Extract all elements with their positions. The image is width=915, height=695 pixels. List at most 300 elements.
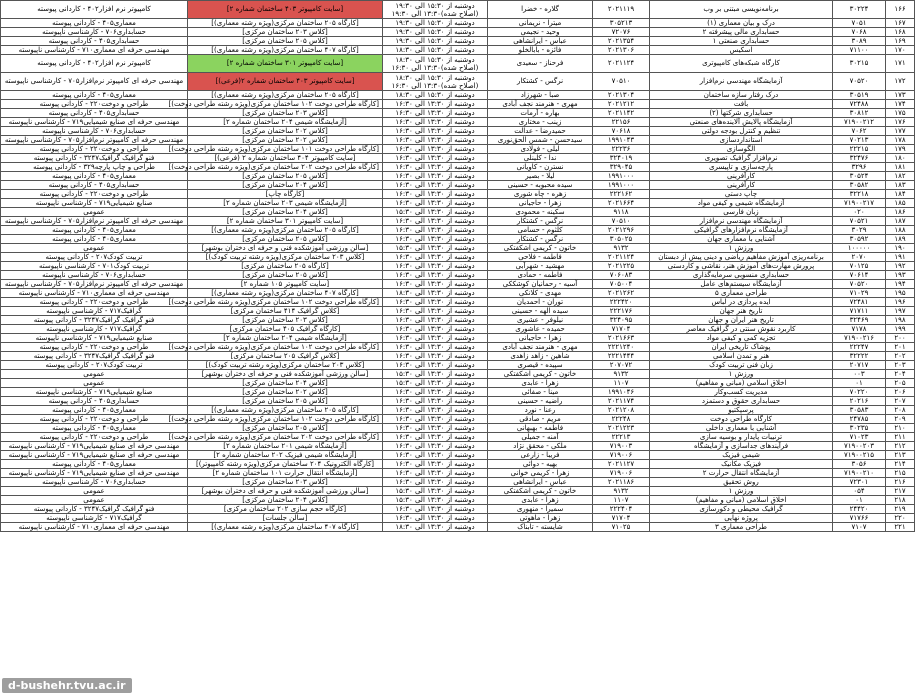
class-room-cell: [کلاس ۲۰۲ ساختمان مرکزی]: [188, 136, 383, 145]
field-of-study-cell: حسابداری۴۰۵ - کاردانی پیوسته: [1, 109, 188, 118]
teacher-name-cell: عباس - ایرانشاهی: [488, 37, 593, 46]
teacher-name-cell: فائزه - بابالخلو: [488, 46, 593, 55]
teacher-id-cell: ۲۰۲۱۱۷۴: [593, 397, 650, 406]
teacher-name-cell: سکینه - محمودی: [488, 208, 593, 217]
table-row: [1, 145, 915, 154]
course-title-cell: ورزش ۱: [650, 370, 833, 379]
table-row: [1, 352, 915, 361]
row-number-cell: ۲۲۰: [886, 514, 915, 523]
field-of-study-cell: طراحی و دوخت۲۲۰ - کاردانی پیوسته: [1, 145, 188, 154]
course-code-cell: ۳۰۵۲۴: [833, 172, 886, 181]
row-number-cell: ۲۰۶: [886, 388, 915, 397]
class-room-cell: [سایت کامپیوتر ۱۰۵ شماره ۲]: [188, 280, 383, 289]
table-row: [1, 406, 915, 415]
course-code-cell: ۷۰۵۲۱: [833, 217, 886, 226]
class-time-cell: دوشنبه از ۱۳:۳۰ الی ۱۶:۳۰: [383, 262, 488, 271]
teacher-id-cell: ۹۱۱۸: [593, 208, 650, 217]
teacher-id-cell: ۲۰۲۱۶۶۴: [593, 199, 650, 208]
teacher-name-cell: سیده الهه - حسینی: [488, 307, 593, 316]
course-title-cell: شیمی فیزیک: [650, 451, 833, 460]
teacher-id-cell: ۳۲۴۰۹۵: [593, 316, 650, 325]
row-number-cell: ۱۸۳: [886, 181, 915, 190]
row-number-cell: ۱۸۵: [886, 199, 915, 208]
row-number-cell: ۱۷۷: [886, 127, 915, 136]
class-room-cell: [کلاس ۲۰۵ ساختمان مرکزی]: [188, 37, 383, 46]
class-time-cell: دوشنبه از ۱۳:۳۰ الی ۱۶:۳۰: [383, 334, 488, 343]
teacher-id-cell: ۲۰۲۱۱۸۶: [593, 478, 650, 487]
teacher-id-cell: ۳۰۵۰۲۵: [593, 235, 650, 244]
class-room-cell: [آزمایشگاه انتقال حرارت ۱۰۱ ساختمان شماره ۲]: [188, 469, 383, 478]
course-title-cell: روش تحقیق: [650, 478, 833, 487]
teacher-name-cell: فاطمه - بهبهانی: [488, 424, 593, 433]
course-title-cell: کاربرد نقوش سنتی در گرافیک معاصر: [650, 325, 833, 334]
class-time-cell: دوشنبه از ۱۳:۳۰ الی ۱۶:۳۰: [383, 226, 488, 235]
field-of-study-cell: عمومی: [1, 244, 188, 253]
table-row: [1, 316, 915, 325]
row-number-cell: ۱۹۸: [886, 316, 915, 325]
teacher-name-cell: راضیه - حسینی: [488, 397, 593, 406]
field-of-study-cell: کامپیوتر نرم افزار۴۰۲ - کاردانی پیوسته: [1, 55, 188, 73]
course-title-cell: چاپ دستی: [650, 190, 833, 199]
course-title-cell: کارگاه طراحی دوخت: [650, 415, 833, 424]
course-title-cell: بافت: [650, 100, 833, 109]
teacher-name-cell: حمیده - عاشوری: [488, 325, 593, 334]
class-time-cell: [383, 73, 488, 91]
teacher-name-cell: سمیرا - منهوری: [488, 505, 593, 514]
row-number-cell: ۲۲۱: [886, 523, 915, 532]
table-row: [1, 136, 915, 145]
teacher-id-cell: ۲۰۲۱۲۲۳: [593, 424, 650, 433]
teacher-id-cell: ۲۲۲۳۶: [593, 145, 650, 154]
row-number-cell: ۲۰۲: [886, 352, 915, 361]
class-time-cell: دوشنبه از ۱۳:۳۰ الی ۱۶:۳۰: [383, 127, 488, 136]
field-of-study-cell: مهندسی حرفه ای معماری۷۱۰ - کارشناسی ناپیوسته: [1, 289, 188, 298]
class-room-cell: [کلاس ۲۰۵ ساختمان مرکزی]: [188, 397, 383, 406]
row-number-cell: ۱۸۸: [886, 226, 915, 235]
row-number-cell: ۱۷۵: [886, 109, 915, 118]
course-title-cell: پرسپکتیو: [650, 406, 833, 415]
class-time-cell: دوشنبه از ۱۵:۳۰ الی ۱۸:۳۰: [383, 91, 488, 100]
class-room-cell: [کارگاه ۴۰۷ ساختمان مرکزی(ویژه رشته معماری)]: [188, 289, 383, 298]
class-room-cell: [کلاس ۲۰۵ ساختمان مرکزی]: [188, 271, 383, 280]
class-room-cell: [کلاس ۲۰۲ ساختمان مرکزی]: [188, 388, 383, 397]
row-number-cell: ۲۰۹: [886, 415, 915, 424]
field-of-study-cell: معماری۴۰۵ - کاردانی پیوسته: [1, 172, 188, 181]
teacher-id-cell: ۱۱۰۷: [593, 379, 650, 388]
table-row: [1, 325, 915, 334]
field-of-study-cell: حسابداری۷۰۶ - کارشناسی ناپیوسته: [1, 271, 188, 280]
class-time-cell: دوشنبه از ۱۳:۳۰ الی ۱۶:۳۰: [383, 361, 488, 370]
course-code-cell: ۷۱۹۰۰۲۱۵: [833, 451, 886, 460]
teacher-name-cell: زهرا - حاجیانی: [488, 199, 593, 208]
field-of-study-cell: معماری۴۰۵ - کاردانی پیوسته: [1, 406, 188, 415]
course-code-cell: ۳۲۴۷۶: [833, 154, 886, 163]
class-room-cell: [سالن ورزشی آموزشکده فنی و حرفه ای دختران بوشهر]: [188, 370, 383, 379]
teacher-id-cell: ۱۹۹۱۰۰۰: [593, 172, 650, 181]
class-time-cell: دوشنبه از ۱۵:۳۰ الی ۱۹:۳۰: [383, 19, 488, 28]
teacher-id-cell: ۲۲۲۱۴۴۴: [593, 352, 650, 361]
class-room-cell: [سایت کامپیوتر ۴۰۴ ساختمان شماره ۲ (فرعی)]: [188, 154, 383, 163]
course-title-cell: حسابداری مالی پیشرفته ۲: [650, 28, 833, 37]
field-of-study-cell: عمومی: [1, 496, 188, 505]
course-code-cell: ۷۰۵۲۰: [833, 73, 886, 91]
course-code-cell: ۷۰۶۲: [833, 127, 886, 136]
course-title-cell: برنامه‌نویسی مبتنی بر وب: [650, 1, 833, 19]
course-title-cell: تنظیم و کنترل بودجه دولتی: [650, 127, 833, 136]
row-number-cell: ۱۷۸: [886, 136, 915, 145]
class-time-cell: دوشنبه از ۱۳:۳۰ الی ۱۶:۳۰: [383, 397, 488, 406]
field-of-study-cell: کامپیوتر نرم افزار۴۰۲ - کاردانی پیوسته: [1, 1, 188, 19]
row-number-cell: ۲۰۴: [886, 370, 915, 379]
course-code-cell: ۳۰۸۱۲: [833, 109, 886, 118]
class-time-cell: دوشنبه از ۱۳:۳۰ الی ۱۶:۳۰: [383, 433, 488, 442]
teacher-name-cell: حمیدرضا - عدالت: [488, 127, 593, 136]
course-code-cell: ۳۰۲۹: [833, 226, 886, 235]
row-number-cell: ۱۸۹: [886, 235, 915, 244]
teacher-id-cell: ۳۲۴۰۱۹: [593, 154, 650, 163]
table-row: [1, 19, 915, 28]
course-code-cell: ۷۱۰۲۹: [833, 289, 886, 298]
teacher-id-cell: ۹۱۳۲: [593, 244, 650, 253]
row-number-cell: ۲۱۴: [886, 460, 915, 469]
class-room-cell: [کلاس ۲۰۳ ساختمان مرکزی]: [188, 109, 383, 118]
teacher-name-cell: مینا - صفائی: [488, 388, 593, 397]
row-number-cell: ۲۱۸: [886, 496, 915, 505]
field-of-study-cell: تربیت کودک۲۰۷ - کاردانی پیوسته: [1, 361, 188, 370]
class-time-cell: دوشنبه از ۱۳:۳۰ الی ۱۶:۳۰: [383, 199, 488, 208]
course-code-cell: ۷۱۹۰۰۲۱۶: [833, 334, 886, 343]
class-time-cell: دوشنبه از ۱۳:۳۰ الی ۱۶:۳۰: [383, 406, 488, 415]
field-of-study-cell: معماری۴۰۵ - کاردانی پیوسته: [1, 91, 188, 100]
course-title-cell: زبان فنی تربیت کودک: [650, 361, 833, 370]
teacher-name-cell: مهری - هنرمند نجف آبادی: [488, 100, 593, 109]
class-room-cell: [کارگاه گرافیک ۴۰۵ ساختمان مرکزی]: [188, 325, 383, 334]
class-time-cell: دوشنبه از ۱۵:۳۰ الی ۱۸:۳۰: [383, 46, 488, 55]
class-room-cell: [کارگاه طراحی دوخت ۲۰۲ ساختمان مرکزی(ویژه رشته طراحی دوخت)]: [188, 163, 383, 172]
table-row: [1, 181, 915, 190]
table-row: [1, 37, 915, 46]
table-row: [1, 397, 915, 406]
course-title-cell: آزمایشگاه مهندسی نرم‌افزار: [650, 73, 833, 91]
teacher-name-cell: نرگس - کشتکار: [488, 235, 593, 244]
teacher-name-cell: آسیه - رحمانیان کوشککی: [488, 280, 593, 289]
course-code-cell: ۳۰۲۲۴: [833, 1, 886, 19]
field-of-study-cell: حسابداری۷۰۶ - کارشناسی ناپیوسته: [1, 478, 188, 487]
teacher-name-cell: نرگس - کشتکار: [488, 73, 593, 91]
table-row: [1, 127, 915, 136]
field-of-study-cell: طراحی و دوخت۲۲۰ - کاردانی پیوسته: [1, 190, 188, 199]
course-title-cell: تاریخ هنر جهان: [650, 307, 833, 316]
course-code-cell: ۳۲۹۶: [833, 163, 886, 172]
class-time-cell: دوشنبه از ۱۳:۳۰ الی ۱۵:۳۰: [383, 370, 488, 379]
class-time-original: دوشنبه از ۱۵:۳۰ الی ۱۹:۳۰: [395, 1, 475, 10]
class-time-cell: دوشنبه از ۱۳:۳۰ الی ۱۶:۳۰: [383, 442, 488, 451]
teacher-name-cell: عباس - ایرانشاهی: [488, 478, 593, 487]
table-row: [1, 217, 915, 226]
teacher-id-cell: ۲۰۲۱۲۶۲: [593, 289, 650, 298]
teacher-name-cell: توران - احمدیان: [488, 298, 593, 307]
table-row: [1, 307, 915, 316]
class-room-cell: [سایت کامپیوتر ۴۰۳ ساختمان شماره ۲]: [188, 1, 383, 19]
class-room-cell: [آزمایشگاه شیمی ۲۰۴ ساختمان شماره ۲]: [188, 118, 383, 127]
class-time-cell: دوشنبه از ۱۳:۳۰ الی ۱۵:۳۰: [383, 496, 488, 505]
course-code-cell: ۰۲۰: [833, 208, 886, 217]
class-time-cell: دوشنبه از ۱۳:۳۰ الی ۱۶:۳۰: [383, 343, 488, 352]
course-code-cell: ۷۲۴۸۸: [833, 100, 886, 109]
teacher-name-cell: نسترن - کاویانی: [488, 163, 593, 172]
field-of-study-cell: طراحی و دوخت۲۲۰ - کاردانی پیوسته: [1, 433, 188, 442]
class-time-cell: دوشنبه از ۱۳:۳۰ الی ۱۶:۳۰: [383, 460, 488, 469]
class-room-cell: [آزمایشگاه شیمی ۲۰۳ ساختمان شماره ۲]: [188, 199, 383, 208]
teacher-id-cell: ۷۰۵۱۰: [593, 73, 650, 91]
table-row: [1, 289, 915, 298]
table-row: [1, 370, 915, 379]
teacher-name-cell: سیده محبوبه - حسینی: [488, 181, 593, 190]
class-time-cell: دوشنبه از ۱۳:۳۰ الی ۱۶:۳۰: [383, 298, 488, 307]
table-row: [1, 379, 915, 388]
row-number-cell: ۱۷۳: [886, 91, 915, 100]
teacher-name-cell: مهشید - شهرآبی: [488, 262, 593, 271]
class-time-cell: دوشنبه از ۱۵:۳۰ الی ۱۹:۳۰: [383, 37, 488, 46]
row-number-cell: ۱۷۶: [886, 118, 915, 127]
table-row: [1, 478, 915, 487]
row-number-cell: ۲۱۶: [886, 478, 915, 487]
class-room-cell: [کارگاه ۴۰۷ ساختمان مرکزی(ویژه رشته معماری)]: [188, 523, 383, 532]
teacher-id-cell: ۷۰۵۱۰: [593, 217, 650, 226]
course-code-cell: ۷۱۷۱۱: [833, 307, 886, 316]
class-room-cell: [کلاس ۲۰۵ ساختمان مرکزی]: [188, 424, 383, 433]
table-row: [1, 469, 915, 478]
field-of-study-cell: حسابداری۴۰۵ - کاردانی پیوسته: [1, 181, 188, 190]
class-time-cell: دوشنبه از ۱۳:۳۰ الی ۱۶:۳۰: [383, 505, 488, 514]
teacher-name-cell: زهرا - حاجیانی: [488, 334, 593, 343]
teacher-id-cell: ۲۲۱۵۶: [593, 118, 650, 127]
class-room-cell: [کارگاه طراحی دوخت ۱۰۲ ساختمان مرکزی(ویژه رشته طراحی دوخت)]: [188, 100, 383, 109]
class-time-cell: دوشنبه از ۱۳:۳۰ الی ۱۶:۳۰: [383, 253, 488, 262]
field-of-study-cell: گرافیک۷۱۷ - کارشناسی ناپیوسته: [1, 325, 188, 334]
course-code-cell: ۲۴۴۲۰: [833, 505, 886, 514]
class-time-cell: دوشنبه از ۱۳:۳۰ الی ۱۶:۳۰: [383, 145, 488, 154]
field-of-study-cell: مهندسی حرفه ای صنایع شیمیایی۷۱۹ - کارشناسی ناپیوسته: [1, 469, 188, 478]
row-number-cell: ۱۸۱: [886, 163, 915, 172]
class-time-cell: دوشنبه از ۱۳:۳۰ الی ۱۵:۳۰: [383, 379, 488, 388]
class-room-cell: [کارگاه طراحی دوخت ۱۰۲ ساختمان مرکزی(ویژه رشته طراحی دوخت)]: [188, 415, 383, 424]
field-of-study-cell: تربیت کودک۷۰۱ - کارشناسی ناپیوسته: [1, 262, 188, 271]
class-time-cell: دوشنبه از ۱۳:۳۰ الی ۱۶:۳۰: [383, 271, 488, 280]
class-room-cell: [سایت کامپیوتر ۳۰۱ ساختمان شماره ۲]: [188, 217, 383, 226]
row-number-cell: ۱۸۶: [886, 208, 915, 217]
field-of-study-cell: صنایع شیمیایی۷۱۹ - کارشناسی ناپیوسته: [1, 388, 188, 397]
field-of-study-cell: مهندسی حرفه ای معماری۷۱۰ - کارشناسی ناپیوسته: [1, 46, 188, 55]
course-title-cell: تاریخ هنر ایران و جهان: [650, 316, 833, 325]
field-of-study-cell: مهندسی حرفه ای کامپیوتر نرم‌افزار۷۰۵ - کارشناسی ناپیوسته: [1, 136, 188, 145]
course-code-cell: ۷۰۵۲۰: [833, 280, 886, 289]
course-title-cell: آزمایشگاه نرم‌افزارهای گرافیکی: [650, 226, 833, 235]
course-code-cell: ۷۰۵۱: [833, 19, 886, 28]
class-time-corrected: (اصلاح شده)۱۳:۳۰ الی ۱۹:۳۰: [391, 9, 479, 18]
class-room-cell: [کلاس ۲۰۴ ساختمان مرکزی]: [188, 208, 383, 217]
teacher-id-cell: ۲۰۲۱۲۲۵: [593, 262, 650, 271]
teacher-name-cell: زهرا - کریمی خوانی: [488, 469, 593, 478]
teacher-name-cell: زینب - مختاری: [488, 118, 593, 127]
table-row: [1, 388, 915, 397]
teacher-id-cell: ۲۰۲۱۱۱۹: [593, 1, 650, 19]
teacher-id-cell: ۷۱۹۰۰۶: [593, 451, 650, 460]
field-of-study-cell: مهندسی حرفه ای کامپیوتر نرم‌افزار۷۰۵ - کارشناسی ناپیوسته: [1, 280, 188, 289]
course-code-cell: ۲۰۷۱۷: [833, 361, 886, 370]
class-time-corrected: (اصلاح شده)۱۳:۳۰ الی ۱۶:۳۰: [391, 81, 479, 90]
teacher-id-cell: ۲۰۲۱۲۱۲: [593, 100, 650, 109]
teacher-id-cell: ۷۲۰۷۶: [593, 28, 650, 37]
class-room-cell: [کلاس ۲۰۴ ساختمان مرکزی]: [188, 379, 383, 388]
table-row: [1, 235, 915, 244]
teacher-name-cell: فرحناز - سعیدی: [488, 55, 593, 73]
course-title-cell: فیزیک مکانیک: [650, 460, 833, 469]
teacher-id-cell: ۹۱۳۲: [593, 370, 650, 379]
table-row: [1, 424, 915, 433]
teacher-name-cell: صبا - شهرزاد: [488, 91, 593, 100]
table-row: [1, 190, 915, 199]
course-code-cell: ۰۱: [833, 496, 886, 505]
field-of-study-cell: فنو گرافیک گرافیک۳۲۴۷ - کاردانی پیوسته: [1, 352, 188, 361]
field-of-study-cell: صنایع شیمیایی۷۱۹ - کارشناسی ناپیوسته: [1, 199, 188, 208]
teacher-name-cell: نرگس - کشتکار: [488, 217, 593, 226]
teacher-name-cell: خاتون - کریمی اشکفتکی: [488, 487, 593, 496]
class-room-cell: [کارگاه چاپ]: [188, 190, 383, 199]
teacher-id-cell: ۷۱۷۰۴: [593, 325, 650, 334]
row-number-cell: ۱۶۷: [886, 19, 915, 28]
teacher-id-cell: ۲۲۲۱۳: [593, 433, 650, 442]
row-number-cell: ۲۱۷: [886, 487, 915, 496]
teacher-name-cell: زهرا - ماهوتی: [488, 514, 593, 523]
row-number-cell: ۱۸۰: [886, 154, 915, 163]
course-title-cell: برنامه‌ریزی آموزش مفاهیم ریاضی و دینی پیش از دبستان: [650, 253, 833, 262]
course-code-cell: ۰۵۴: [833, 487, 886, 496]
teacher-id-cell: ۷۰۶۰۸۳: [593, 271, 650, 280]
field-of-study-cell: معماری۴۰۵ - کاردانی پیوسته: [1, 235, 188, 244]
teacher-name-cell: لیلا - بصیر: [488, 172, 593, 181]
field-of-study-cell: مهندسی حرفه ای کامپیوتر نرم‌افزار۷۰۵ - کارشناسی ناپیوسته: [1, 73, 188, 91]
field-of-study-cell: معماری۴۰۵ - کاردانی پیوسته: [1, 424, 188, 433]
course-code-cell: ۷۲۳۰۱: [833, 478, 886, 487]
row-number-cell: ۱۹۳: [886, 271, 915, 280]
field-of-study-cell: مهندسی حرفه ای صنایع شیمیایی۷۱۹ - کارشناسی ناپیوسته: [1, 442, 188, 451]
field-of-study-cell: حسابداری۷۰۶ - کارشناسی ناپیوسته: [1, 28, 188, 37]
table-row: [1, 433, 915, 442]
row-number-cell: ۱۹۰: [886, 244, 915, 253]
teacher-name-cell: فاطمه - فلاحی: [488, 253, 593, 262]
class-room-cell: [کارگاه طراحی دوخت ۱۰۱ ساختمان مرکزی(ویژه رشته طراحی دوخت)]: [188, 145, 383, 154]
class-room-cell: [کارگاه طراحی دوخت ۱۰۲ ساختمان مرکزی(ویژه رشته طراحی دوخت)]: [188, 298, 383, 307]
teacher-id-cell: ۷۱۹۰۰۳: [593, 442, 650, 451]
teacher-id-cell: ۲۰۲۱۲۹۶: [593, 226, 650, 235]
class-time-cell: دوشنبه از ۱۳:۳۰ الی ۱۶:۳۰: [383, 172, 488, 181]
class-time-cell: دوشنبه از ۱۳:۳۰ الی ۱۶:۳۰: [383, 388, 488, 397]
class-time-cell: دوشنبه از ۱۳:۳۰ الی ۱۸:۳۰: [383, 523, 488, 532]
course-title-cell: درک رفتار سازه ساختمان: [650, 91, 833, 100]
row-number-cell: ۲۱۱: [886, 433, 915, 442]
class-room-cell: [کلاس ۲۰۳ ساختمان مرکزی(ویژه رشته تربیت کودک)]: [188, 361, 383, 370]
class-room-cell: [کلاس ۲۰۵ ساختمان مرکزی]: [188, 235, 383, 244]
row-number-cell: ۱۷۴: [886, 100, 915, 109]
table-row: [1, 208, 915, 217]
class-room-cell: [سالن ورزشی آموزشکده فنی و حرفه ای دختران بوشهر]: [188, 244, 383, 253]
class-time-cell: دوشنبه از ۱۳:۳۰ الی ۱۶:۳۰: [383, 136, 488, 145]
course-code-cell: ۳۰۵۶: [833, 460, 886, 469]
teacher-name-cell: مهدی - کلانکی: [488, 289, 593, 298]
teacher-id-cell: ۲۰۲۱۱۲۴: [593, 253, 650, 262]
course-code-cell: ۳۰۵۸۲: [833, 181, 886, 190]
site-badge[interactable]: d-bushehr.tvu.ac.ir: [2, 678, 132, 693]
class-room-cell: [کلاس ۲۰۲ ساختمان مرکزی]: [188, 127, 383, 136]
field-of-study-cell: طراحی و چاپ پارچه۳۲۹ - کاردانی پیوسته: [1, 163, 188, 172]
class-room-cell: [کارگاه ۴۰۷ ساختمان مرکزی(ویژه رشته معماری)]: [188, 46, 383, 55]
table-row: [1, 505, 915, 514]
class-room-cell: [آزمایشگاه شیمی ۲۰۴ ساختمان شماره ۲]: [188, 334, 383, 343]
course-title-cell: حسابداری شرکتها (۲): [650, 109, 833, 118]
teacher-name-cell: ندا - کلینلی: [488, 154, 593, 163]
field-of-study-cell: عمومی: [1, 487, 188, 496]
teacher-id-cell: ۷۱۹۰۰۶: [593, 469, 650, 478]
teacher-id-cell: ۲۰۲۱۶۶۳: [593, 334, 650, 343]
course-title-cell: آشنایی با معماری داخلی: [650, 424, 833, 433]
row-number-cell: ۲۰۷: [886, 397, 915, 406]
course-code-cell: ۷۱۱۰۰: [833, 46, 886, 55]
course-title-cell: آزمایشگاه مهندسی نرم‌افزار: [650, 217, 833, 226]
teacher-name-cell: بهاره - آرمات: [488, 109, 593, 118]
course-code-cell: ۲۰۲۱۶: [833, 397, 886, 406]
class-time-cell: دوشنبه از ۱۳:۳۰ الی ۱۶:۳۰: [383, 451, 488, 460]
class-room-cell: [آزمایشگاه شیمی ۲۰۱ ساختمان شماره ۲]: [188, 442, 383, 451]
class-room-cell: [سالن جلسات]: [188, 514, 383, 523]
teacher-id-cell: ۹۱۳۲: [593, 487, 650, 496]
course-title-cell: ایده پردازی در لباس: [650, 298, 833, 307]
teacher-name-cell: نیلوفر - عشیری: [488, 316, 593, 325]
course-title-cell: گرافیک محیطی و دکورسازی: [650, 505, 833, 514]
teacher-name-cell: رعنا - نورد: [488, 406, 593, 415]
teacher-id-cell: ۱۹۹۱۰۰۰: [593, 181, 650, 190]
class-time-cell: دوشنبه از ۱۳:۳۰ الی ۱۶:۳۰: [383, 280, 488, 289]
field-of-study-cell: معماری۴۰۵ - کاردانی پیوسته: [1, 19, 188, 28]
course-code-cell: ۷۰۱۲۵: [833, 262, 886, 271]
field-of-study-cell: تربیت کودک۲۰۷ - کاردانی پیوسته: [1, 253, 188, 262]
row-number-cell: ۱۸۴: [886, 190, 915, 199]
field-of-study-cell: گرافیک۷۱۷ - کارشناسی ناپیوسته: [1, 307, 188, 316]
course-code-cell: ۷۱۹۰۰۲۰۳: [833, 442, 886, 451]
course-title-cell: فرآیندهای جداسازی و آزمایشگاه: [650, 442, 833, 451]
class-room-cell: [کارگاه ۲۰۵ ساختمان مرکزی]: [188, 262, 383, 271]
teacher-id-cell: ۷۰۶۱۸: [593, 127, 650, 136]
field-of-study-cell: عمومی: [1, 379, 188, 388]
teacher-name-cell: فریبا - زارعی: [488, 451, 593, 460]
course-title-cell: ترنیبات پایدار و بوسیه سازی: [650, 433, 833, 442]
table-row: [1, 1, 915, 19]
teacher-name-cell: سپیده - قیصری: [488, 361, 593, 370]
field-of-study-cell: حسابداری۴۰۵ - کاردانی پیوسته: [1, 397, 188, 406]
row-number-cell: ۱۹۵: [886, 289, 915, 298]
teacher-id-cell: ۲۰۷۰۷۲: [593, 361, 650, 370]
class-time-cell: دوشنبه از ۱۳:۳۰ الی ۱۶:۳۰: [383, 307, 488, 316]
teacher-id-cell: ۲۰۲۱۳۵۴: [593, 37, 650, 46]
class-room-cell: [سالن ورزشی آموزشکده فنی و حرفه ای دختران بوشهر]: [188, 487, 383, 496]
teacher-id-cell: ۱۹۹۱۰۴۳: [593, 136, 650, 145]
teacher-name-cell: زهره - چاه شوری: [488, 190, 593, 199]
course-title-cell: اخلاق اسلامی (مبانی و مفاهیم): [650, 496, 833, 505]
course-title-cell: کارآفرینی: [650, 181, 833, 190]
class-time-cell: دوشنبه از ۱۳:۳۰ الی ۱۶:۳۰: [383, 325, 488, 334]
course-title-cell: اسکیس: [650, 46, 833, 55]
class-time-original: دوشنبه از ۱۵:۳۰ الی ۱۸:۳۰: [395, 73, 475, 82]
